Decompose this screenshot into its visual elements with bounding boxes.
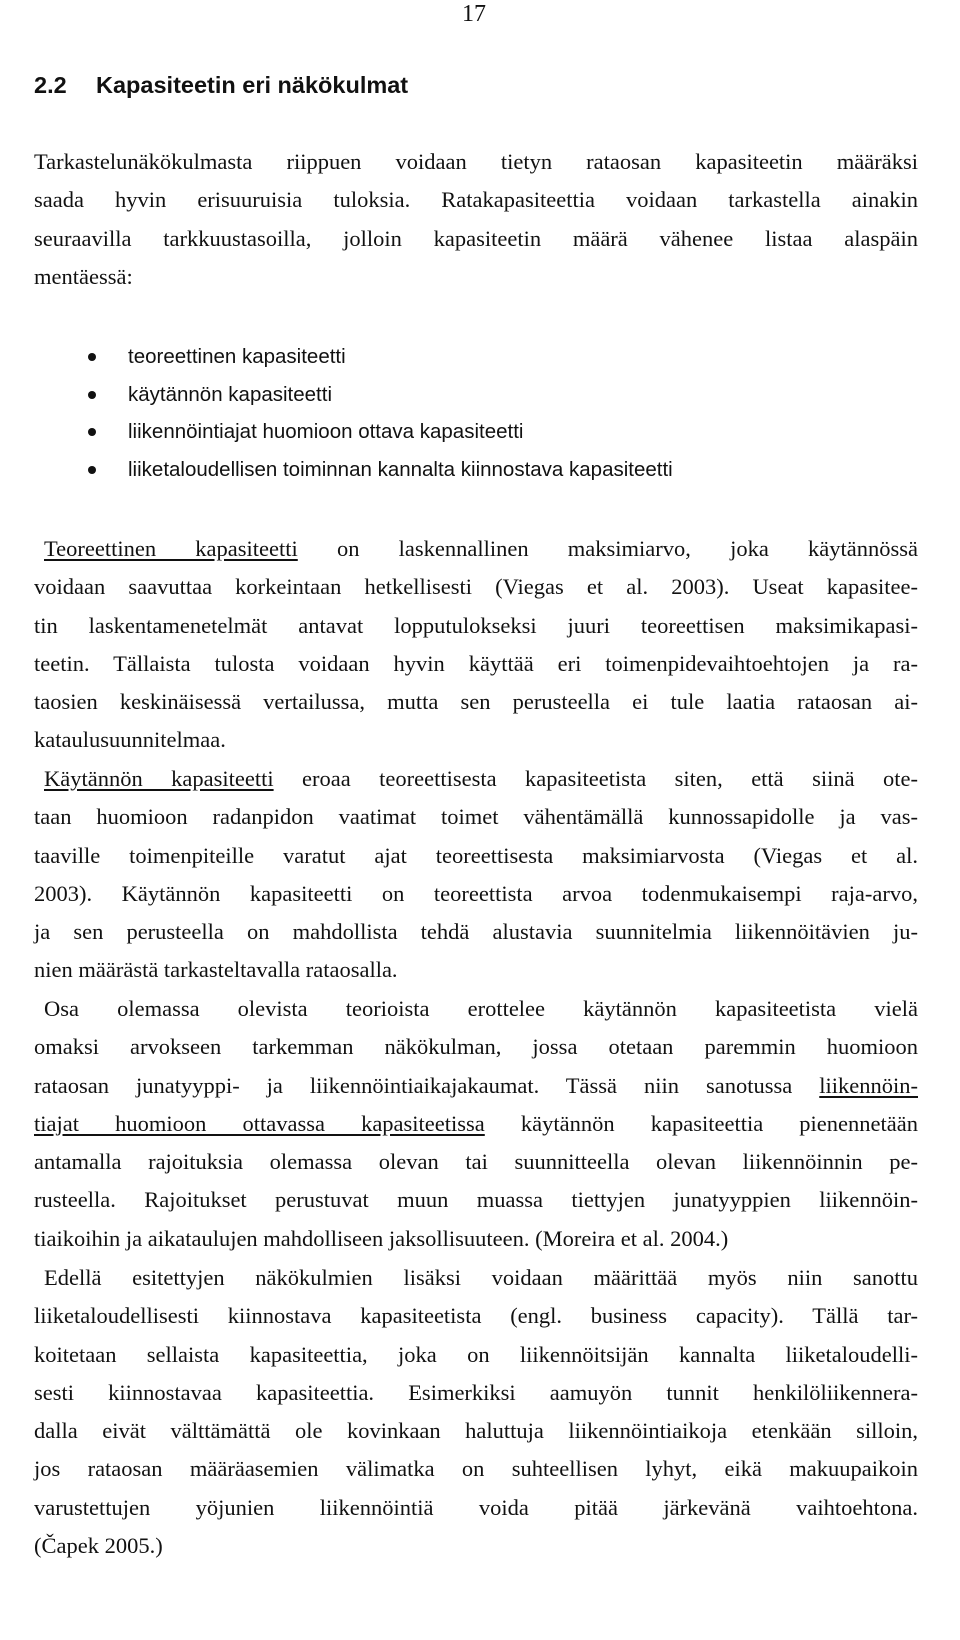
paragraph-line: rusteella. Rajoitukset perustuvat muun muassa tiettyjen junatyyppien liikennöin- (34, 1187, 918, 1213)
paragraph-line: taaville toimenpiteille varatut ajat teoreettisesta maksimiarvosta (Viegas et al. (34, 842, 918, 868)
paragraph-line: Edellä esitettyjen näkökulmien lisäksi voidaan määrittää myös niin sanottu (44, 1265, 918, 1290)
line-text: on laskennallinen maksimiarvo, joka käytännössä (297, 536, 918, 561)
paragraph-line: omaksi arvokseen tarkemman näkökulman, jossa otetaan paremmin huomioon (34, 1034, 918, 1060)
paragraph-line: nien määrästä tarkasteltavalla rataosalla. (34, 957, 398, 983)
paragraph-line: tin laskentamenetelmät antavat lopputulokseksi juuri teoreettisen maksimikapasi- (34, 612, 918, 638)
paragraph-line: koitetaan sellaista kapasiteettia, joka on liikennöitsijän kannalta liiketaloudelli- (34, 1341, 918, 1367)
paragraph-line (34, 1067, 918, 1105)
line-text: rataosan junatyyppi- ja liikennöintiaikajakaumat. Tässä niin sanotussa (34, 1072, 820, 1098)
intro-line: saada hyvin erisuuruisia tuloksia. Ratakapasiteettia voidaan tarkastella ainakin (34, 187, 918, 213)
section-title: Kapasiteetin eri näkökulmat (96, 72, 409, 98)
bullet-icon (88, 466, 96, 474)
list-item-text: teoreettinen kapasiteetti (128, 345, 346, 368)
paragraph-line: kataulusuunnitelmaa. (34, 727, 226, 753)
paragraph-line: tiaikoihin ja aikataulujen mahdolliseen jaksollisuuteen. (Moreira et al. 2004.) (34, 1225, 729, 1251)
paragraph-line: 2003). Käytännön kapasiteetti on teoreettista arvoa todenmukaisempi raja-arvo, (34, 880, 918, 906)
term-operating-times-capacity: liikennöin- (819, 1072, 918, 1098)
paragraph-line: voidaan saavuttaa korkeintaan hetkellisesti (Viegas et al. 2003). Useat kapasitee- (34, 574, 918, 600)
intro-line: seuraavilla tarkkuustasoilla, jolloin kapasiteetin määrä vähenee listaa alaspäin (34, 225, 918, 251)
list-item (88, 413, 673, 451)
paragraph-line: Osa olemassa olevista teorioista erottelee käytännön kapasiteetista vielä (44, 996, 918, 1021)
paragraph-line: (Čapek 2005.) (34, 1533, 163, 1559)
list-item-text: käytännön kapasiteetti (128, 382, 332, 406)
list-item-text: liiketaloudellisen toiminnan kannalta kiinnostava kapasiteetti (128, 458, 673, 482)
list-item (88, 451, 673, 489)
paragraph-line: teetin. Tällaista tulosta voidaan hyvin käyttää eri toimenpidevaihtoehtojen ja ra- (34, 650, 918, 676)
practical-capacity-paragraph (34, 760, 918, 990)
paragraph-line: taan huomioon radanpidon vaatimat toimet vähentämällä kunnossapidolle ja vas- (34, 804, 918, 830)
intro-paragraph (34, 143, 918, 296)
page-number: 17 (462, 1, 486, 27)
bullet-icon (88, 391, 96, 399)
line-text: käytännön kapasiteettia pienennetään (484, 1110, 918, 1136)
term-operating-times-capacity-cont: tiajat huomioon ottavassa kapasiteetissa (34, 1110, 485, 1136)
section-number: 2.2 (34, 72, 67, 98)
paragraph-line: taosien keskinäisessä vertailussa, mutta sen perusteella ei tule laatia rataosan ai- (34, 689, 918, 715)
paragraph-line: jos rataosan määräasemien välimatka on suhteellisen lyhyt, eikä makuupaikoin (34, 1456, 918, 1482)
paragraph-line (34, 1105, 918, 1143)
bullet-icon (88, 353, 96, 361)
section-heading (34, 70, 408, 100)
capacity-levels-list (88, 338, 673, 489)
intro-line: Tarkastelunäkökulmasta riippuen voidaan tietyn rataosan kapasiteetin määräksi (34, 149, 918, 174)
paragraph-line: antamalla rajoituksia olemassa olevan tai suunnitteella olevan liikennöinnin pe- (34, 1149, 918, 1175)
paragraph-line (34, 760, 918, 798)
operating-times-capacity-paragraph (34, 990, 918, 1258)
theoretical-capacity-paragraph (34, 530, 918, 760)
paragraph-line: varustettujen yöjunien liikennöintiä voida pitää järkevänä vaihtoehtona. (34, 1494, 918, 1520)
list-item-text: liikennöintiajat huomioon ottava kapasiteetti (128, 420, 524, 444)
paragraph-line (34, 530, 918, 568)
term-practical-capacity: Käytännön kapasiteetti (44, 766, 274, 791)
intro-line: mentäessä: (34, 263, 133, 289)
paragraph-line: sesti kiinnostavaa kapasiteettia. Esimerkiksi aamuyön tunnit henkilöliikennera- (34, 1379, 918, 1405)
paragraph-line: dalla eivät välttämättä ole kovinkaan haluttuja liikennöintiaikoja etenkään silloin, (34, 1418, 918, 1444)
paragraph-line: ja sen perusteella on mahdollista tehdä alustavia suunnitelmia liikennöitävien ju- (34, 919, 918, 945)
business-capacity-paragraph (34, 1259, 918, 1565)
term-theoretical-capacity: Teoreettinen kapasiteetti (44, 536, 298, 561)
list-item (88, 376, 673, 414)
line-text: eroaa teoreettisesta kapasiteetista siten, että siinä ote- (273, 766, 918, 791)
list-item (88, 338, 673, 376)
bullet-icon (88, 428, 96, 436)
paragraph-line: liiketaloudellisesti kiinnostava kapasiteetista (engl. business capacity). Tällä tar- (34, 1303, 918, 1329)
